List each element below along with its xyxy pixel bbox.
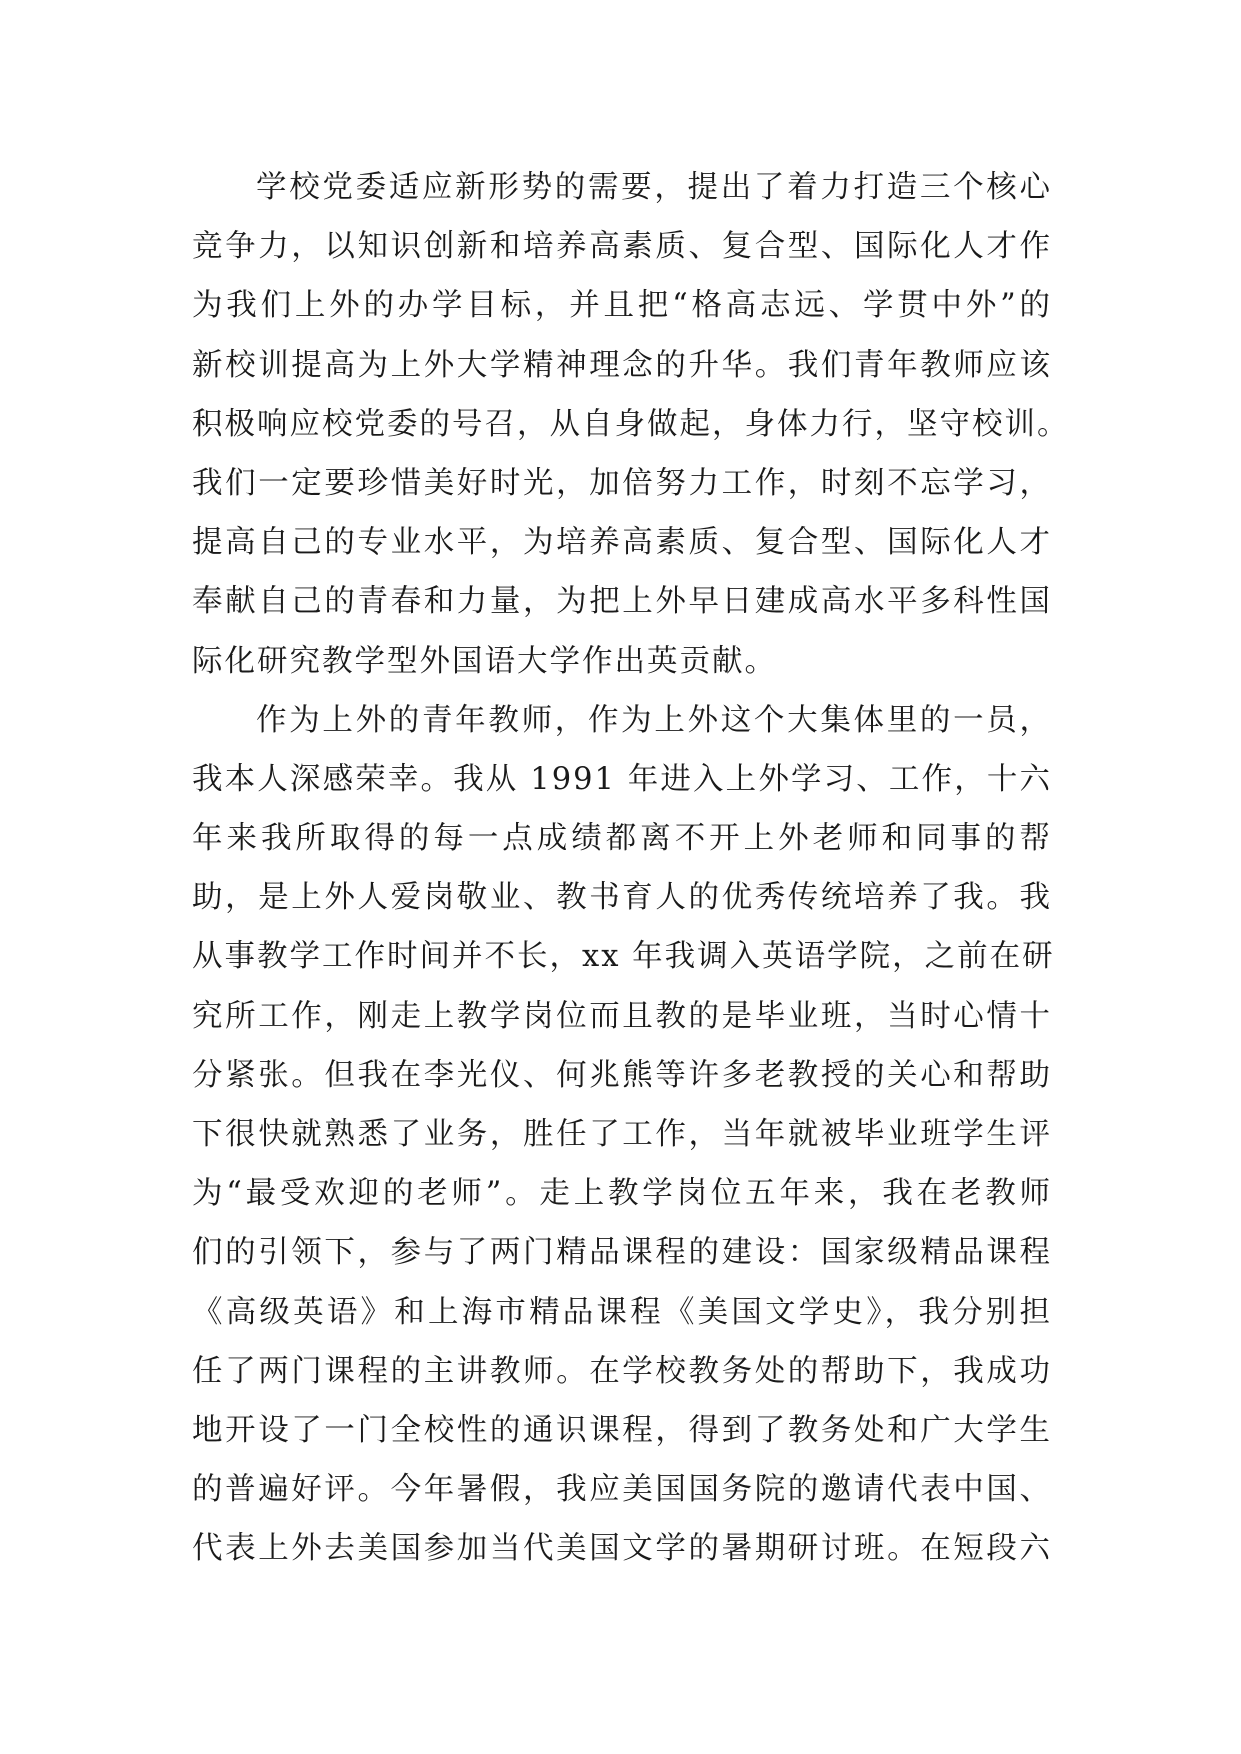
paragraph-2-line-11: 《高级英语》和上海市精品课程《美国文学史》，我分别担	[192, 1294, 1052, 1330]
paragraph-1-line-9: 际化研究教学型外国语大学作出英贡献。	[192, 643, 777, 679]
paragraph-2-line-6: 究所工作，刚走上教学岗位而且教的是毕业班，当时心情十	[192, 998, 1052, 1034]
paragraph-2-line-1: 作为上外的青年教师，作为上外这个大集体里的一员，	[256, 702, 1052, 738]
paragraph-2-line-9: 为“最受欢迎的老师”。走上教学岗位五年来，我在老教师	[192, 1176, 1052, 1212]
paragraph-2-line-13: 地开设了一门全校性的通识课程，得到了教务处和广大学生	[192, 1412, 1052, 1448]
paragraph-2-line-14: 的普遍好评。今年暑假，我应美国国务院的邀请代表中国、	[192, 1472, 1052, 1508]
paragraph-2-line-8: 下很快就熟悉了业务，胜任了工作，当年就被毕业班学生评	[192, 1117, 1052, 1152]
body-text	[192, 158, 1070, 1579]
paragraph-2-line-2: 我本人深感荣幸。我从 1991 年进入上外学习、工作，十六	[192, 761, 1052, 797]
paragraph-2-line-15: 代表上外去美国参加当代美国文学的暑期研讨班。在短段六	[192, 1531, 1052, 1567]
paragraph-1-line-6: 我们一定要珍惜美好时光，加倍努力工作，时刻不忘学习，	[192, 465, 1052, 501]
paragraph-2-line-4: 助，是上外人爱岗敬业、教书育人的优秀传统培养了我。我	[192, 880, 1052, 916]
paragraph-1-line-3: 为我们上外的办学目标，并且把“格高志远、学贯中外”的	[192, 288, 1052, 324]
paragraph-2-line-10: 们的引领下，参与了两门精品课程的建设：国家级精品课程	[192, 1235, 1052, 1271]
paragraph-1-line-8: 奉献自己的青春和力量，为把上外早日建成高水平多科性国	[192, 584, 1052, 620]
paragraph-2-line-3: 年来我所取得的每一点成绩都离不开上外老师和同事的帮	[192, 821, 1052, 857]
paragraph-1-line-2: 竞争力，以知识创新和培养高素质、复合型、国际化人才作	[192, 229, 1052, 265]
paragraph-1-line-7: 提高自己的专业水平，为培养高素质、复合型、国际化人才	[192, 525, 1052, 561]
paragraph-1-line-1: 学校党委适应新形势的需要，提出了着力打造三个核心	[256, 170, 1052, 205]
paragraph-2-line-5: 从事教学工作时间并不长，xx 年我调入英语学院，之前在研	[192, 939, 1055, 975]
paragraph-1-line-4: 新校训提高为上外大学精神理念的升华。我们青年教师应该	[192, 347, 1052, 383]
paragraph-2-line-7: 分紧张。但我在李光仪、何兆熊等许多老教授的关心和帮助	[192, 1057, 1052, 1093]
paragraph-2-line-12: 任了两门课程的主讲教师。在学校教务处的帮助下，我成功	[192, 1353, 1052, 1389]
paragraph-1-line-5: 积极响应校党委的号召，从自身做起，身体力行，坚守校训。	[192, 406, 1070, 442]
